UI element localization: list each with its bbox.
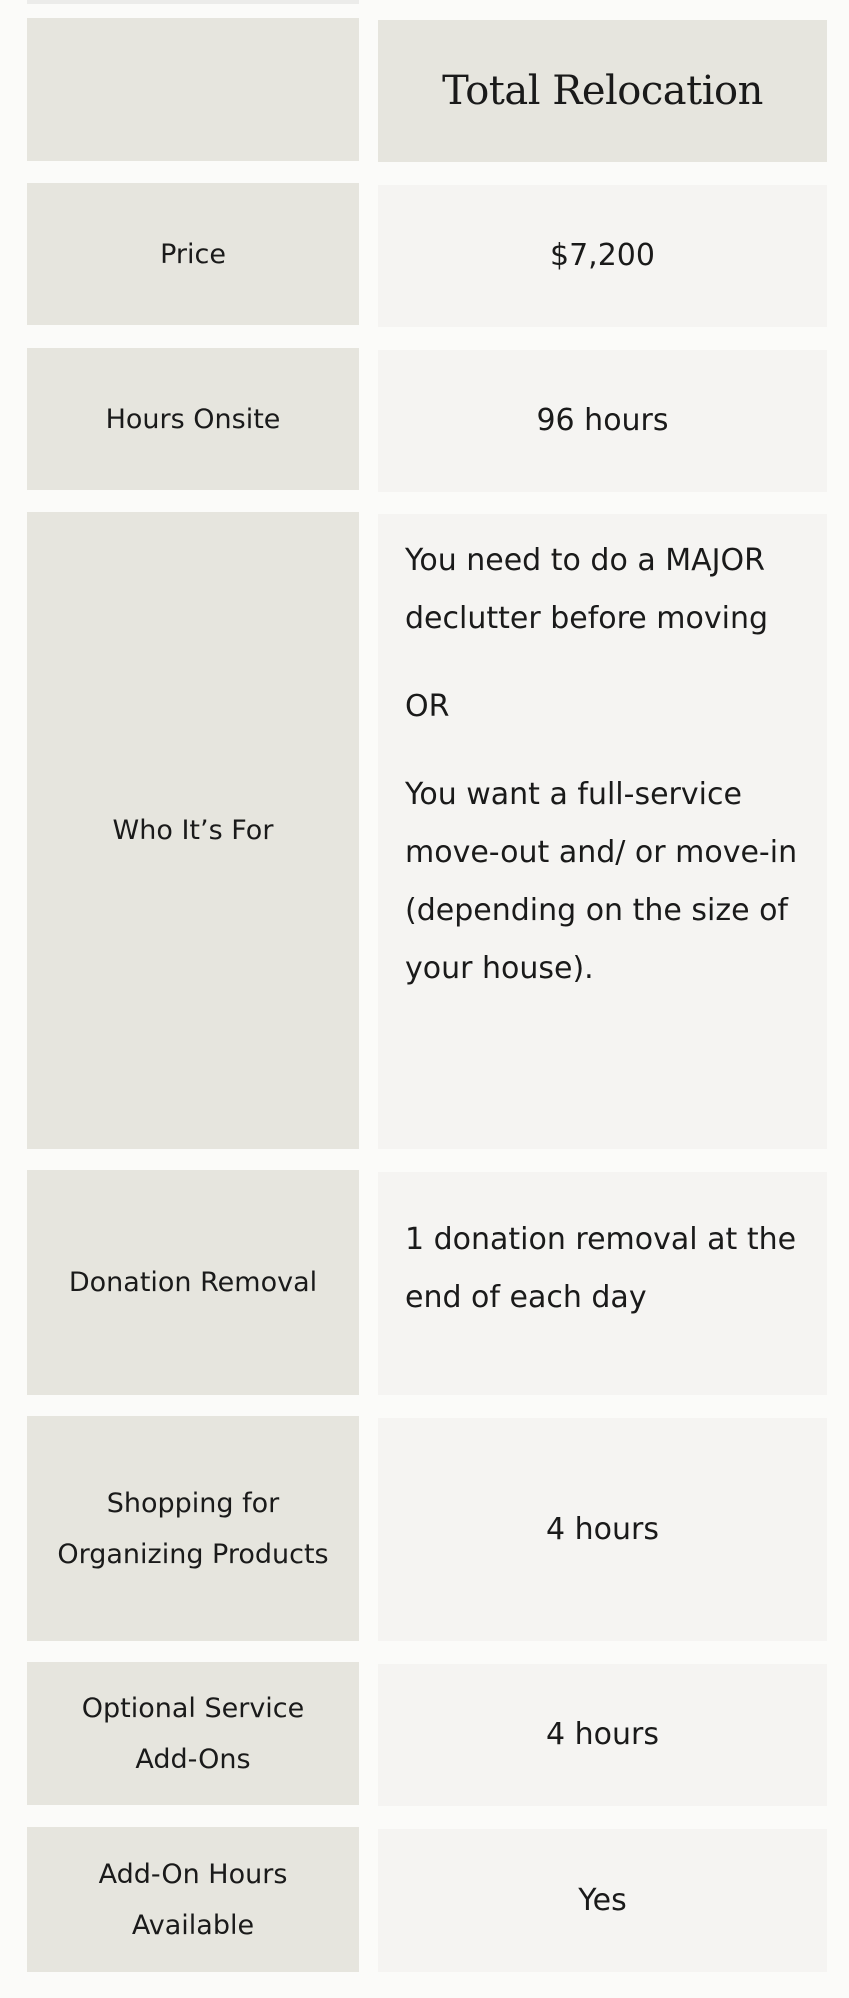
- row-label-text: Hours Onsite: [105, 403, 281, 435]
- price-value: $7,200: [550, 238, 655, 273]
- row-label-text: Add-On Hours Available: [98, 1858, 288, 1941]
- header-empty-cell: [27, 18, 359, 161]
- row-value-addon-hours: [378, 1829, 827, 1972]
- addon-hours-value: Yes: [578, 1882, 627, 1918]
- row-label-who-its-for: [27, 512, 359, 1149]
- hours-onsite-value: 96 hours: [536, 403, 669, 438]
- row-value-shopping: [378, 1418, 827, 1641]
- row-label-price: [27, 183, 359, 325]
- row-label-text: Donation Removal: [68, 1267, 318, 1298]
- row-value-who-its-for: [378, 514, 827, 1149]
- row-label-donation-removal: [27, 1170, 359, 1395]
- row-value-hours-onsite: [378, 350, 827, 492]
- who-its-for-line-1: You need to do a MAJOR declutter before moving: [405, 543, 769, 636]
- shopping-value: 4 hours: [546, 1511, 659, 1547]
- donation-removal-value: 1 donation removal at the end of each day: [405, 1221, 797, 1315]
- row-label-optional-addons: [27, 1662, 359, 1805]
- row-label-shopping: [27, 1416, 359, 1641]
- who-its-for-line-3: You want a full-service move-out and/ or move-in (depending on the size of your house).: [405, 777, 798, 986]
- plan-title-cell: [378, 20, 827, 162]
- row-value-price: [378, 185, 827, 327]
- who-its-for-description: [405, 532, 803, 998]
- row-label-text: Who It’s For: [112, 815, 274, 846]
- row-label-hours-onsite: [27, 348, 359, 490]
- row-label-text: Optional Service Add-Ons: [81, 1692, 305, 1775]
- who-its-for-line-2: OR: [405, 689, 450, 724]
- plan-title: Total Relocation: [442, 68, 763, 114]
- optional-addons-value: 4 hours: [546, 1717, 659, 1752]
- row-value-donation-removal: [378, 1172, 827, 1395]
- top-divider: [27, 0, 359, 4]
- row-label-text: Shopping for Organizing Products: [57, 1487, 329, 1570]
- row-label-addon-hours: [27, 1827, 359, 1972]
- row-label-text: Price: [160, 238, 226, 270]
- row-value-optional-addons: [378, 1664, 827, 1806]
